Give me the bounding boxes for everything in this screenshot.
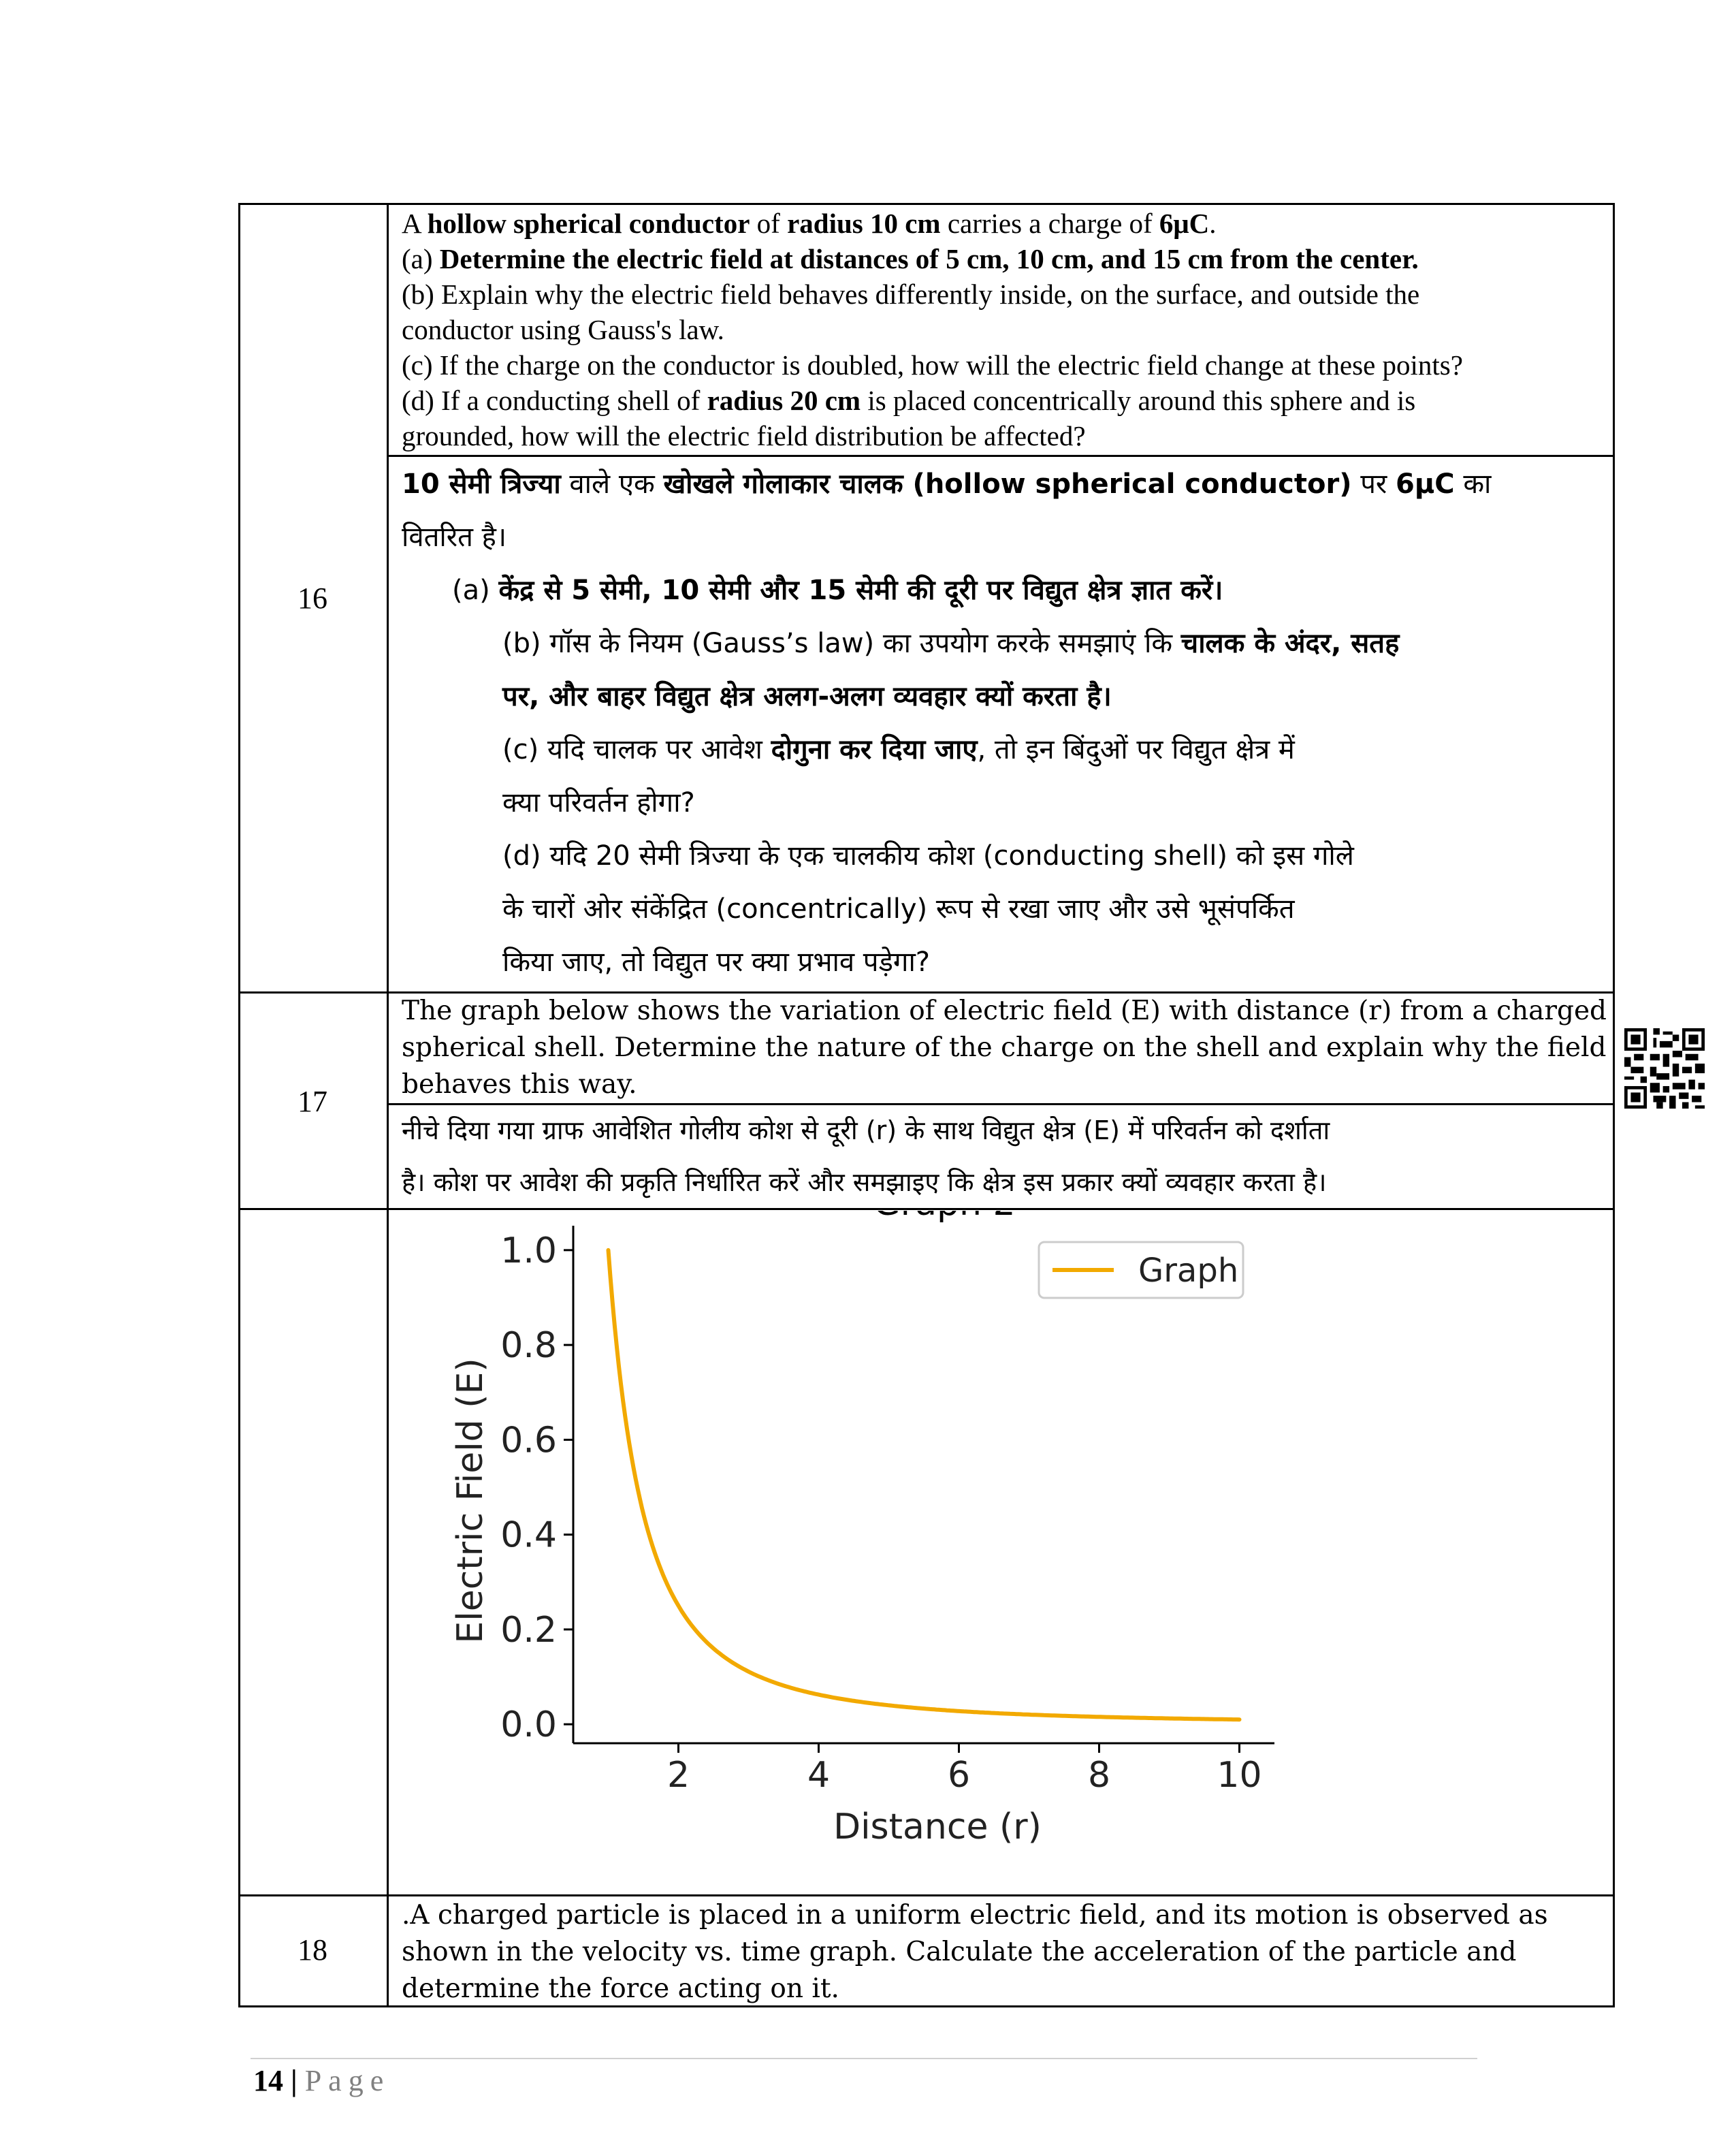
x-tick-label: 2 bbox=[666, 1755, 690, 1796]
chart-title bbox=[873, 1211, 1015, 1224]
q16-hi-line-6: (c) यदि चालक पर आवेश दोगुना कर दिया जाए, तो इन बिंदुओं पर विद्युत क्षेत्र में bbox=[502, 734, 1295, 765]
table-border-top bbox=[238, 203, 1615, 205]
question-table bbox=[238, 203, 1615, 2007]
q16-hi-line-3: (a) केंद्र से 5 सेमी, 10 सेमी और 15 सेमी की दूरी पर विद्युत क्षेत्र ज्ञात करें। bbox=[452, 575, 1223, 606]
page-footer bbox=[253, 2063, 390, 2098]
q17-hi-line-1: नीचे दिया गया ग्राफ आवेशित गोलीय कोश से दूरी (r) के साथ विद्युत क्षेत्र (E) में परिवर्तन को दर्शाता bbox=[402, 1115, 1330, 1145]
q17-hi-line-2: है। कोश पर आवेश की प्रकृति निर्धारित करें और समझाइए कि क्षेत्र इस प्रकार क्यों व्यवहार करता है। bbox=[402, 1167, 1327, 1197]
q17-en-line-2: spherical shell. Determine the nature of the charge on the shell and explain why the field bbox=[402, 1032, 1607, 1063]
page-word: Page bbox=[304, 2064, 391, 2097]
column-divider bbox=[387, 203, 389, 2007]
question-number-18: 18 bbox=[298, 1933, 327, 1967]
y-tick-label: 0.8 bbox=[500, 1325, 557, 1367]
electric-field-chart bbox=[402, 1211, 1600, 1893]
y-axis-label: Electric Field (E) bbox=[450, 1358, 491, 1644]
y-tick-label: 1.0 bbox=[500, 1230, 557, 1271]
y-tick-label: 0.2 bbox=[500, 1609, 557, 1651]
q16-hi-line-8: (d) यदि 20 सेमी त्रिज्या के एक चालकीय कोश (conducting shell) को इस गोले bbox=[502, 840, 1354, 872]
x-axis-label: Distance (r) bbox=[833, 1807, 1042, 1847]
question-18-english bbox=[402, 1897, 1600, 2007]
q18-en-line-2: shown in the velocity vs. time graph. Calculate the acceleration of the particle and bbox=[402, 1937, 1517, 1967]
q16-hi-line-1: 10 सेमी त्रिज्या वाले एक खोखले गोलाकार चालक (hollow spherical conductor) पर 6μC का bbox=[402, 468, 1492, 500]
y-tick-label: 0.4 bbox=[500, 1514, 557, 1556]
q16-en-line-1: A hollow spherical conductor of radius 10 cm carries a charge of 6μC. bbox=[402, 208, 1217, 239]
question-number-17: 17 bbox=[298, 1085, 327, 1118]
table-border-right bbox=[1613, 203, 1615, 2007]
q16-en-line-6: (d) If a conducting shell of radius 20 cm is placed concentrically around this sphere and is bbox=[402, 385, 1416, 416]
x-tick-label: 8 bbox=[1087, 1755, 1111, 1796]
qr-code-icon[interactable] bbox=[1624, 1028, 1705, 1109]
q16-hi-line-9: के चारों ओर संकेंद्रित (concentrically) रूप से रखा जाए और उसे भूसंपर्कित bbox=[502, 893, 1295, 925]
question-16-english bbox=[402, 206, 1600, 454]
q17-en-line-3: behaves this way. bbox=[402, 1069, 637, 1100]
q17-en-line-1: The graph below shows the variation of electric field (E) with distance (r) from a charged bbox=[402, 996, 1607, 1026]
graph-cell bbox=[402, 1211, 1600, 1893]
y-tick-label: 0.6 bbox=[500, 1420, 557, 1461]
x-tick-label: 6 bbox=[947, 1755, 971, 1796]
row-divider-16-en-hi bbox=[388, 455, 1615, 457]
question-number-16: 16 bbox=[298, 582, 327, 615]
q16-en-line-2: (a) Determine the electric field at distances of 5 cm, 10 cm, and 15 cm from the center. bbox=[402, 243, 1419, 274]
question-17-english bbox=[402, 993, 1607, 1103]
page-number: 14 bbox=[253, 2064, 283, 2097]
q16-hi-line-5: पर, और बाहर विद्युत क्षेत्र अलग-अलग व्यवहार क्यों करता है। bbox=[502, 681, 1112, 712]
row-divider-17-graph bbox=[238, 1208, 1615, 1210]
q16-en-line-7: grounded, how will the electric field distribution be affected? bbox=[402, 420, 1086, 451]
legend-label: Graph bbox=[1138, 1252, 1239, 1290]
footer-separator: | bbox=[283, 2064, 305, 2097]
question-17-hindi bbox=[402, 1105, 1600, 1208]
q16-hi-line-4: (b) गॉस के नियम (Gauss’s law) का उपयोग करके समझाएं कि चालक के अंदर, सतह bbox=[502, 628, 1400, 659]
question-16-hindi bbox=[402, 458, 1600, 989]
x-tick-label: 4 bbox=[807, 1755, 831, 1796]
q16-en-line-4: conductor using Gauss's law. bbox=[402, 314, 724, 345]
series-line-graph bbox=[609, 1250, 1240, 1719]
q16-hi-line-2: वितरित है। bbox=[402, 522, 507, 553]
q18-en-line-3: determine the force acting on it. bbox=[402, 1973, 839, 2004]
q16-en-line-3: (b) Explain why the electric field behaves differently inside, on the surface, and outside the bbox=[402, 279, 1420, 310]
q16-hi-line-10: किया जाए, तो विद्युत पर क्या प्रभाव पड़ेगा? bbox=[502, 947, 931, 978]
q18-en-line-1: .A charged particle is placed in a uniform electric field, and its motion is observed as bbox=[402, 1900, 1548, 1930]
x-tick-label: 10 bbox=[1217, 1755, 1262, 1796]
footer-divider bbox=[251, 2058, 1477, 2059]
q16-hi-line-7: क्या परिवर्तन होगा? bbox=[502, 787, 695, 819]
y-tick-label: 0.0 bbox=[500, 1704, 557, 1746]
row-divider-graph-18 bbox=[238, 1894, 1615, 1896]
q16-en-line-5: (c) If the charge on the conductor is doubled, how will the electric field change at these points? bbox=[402, 349, 1463, 381]
